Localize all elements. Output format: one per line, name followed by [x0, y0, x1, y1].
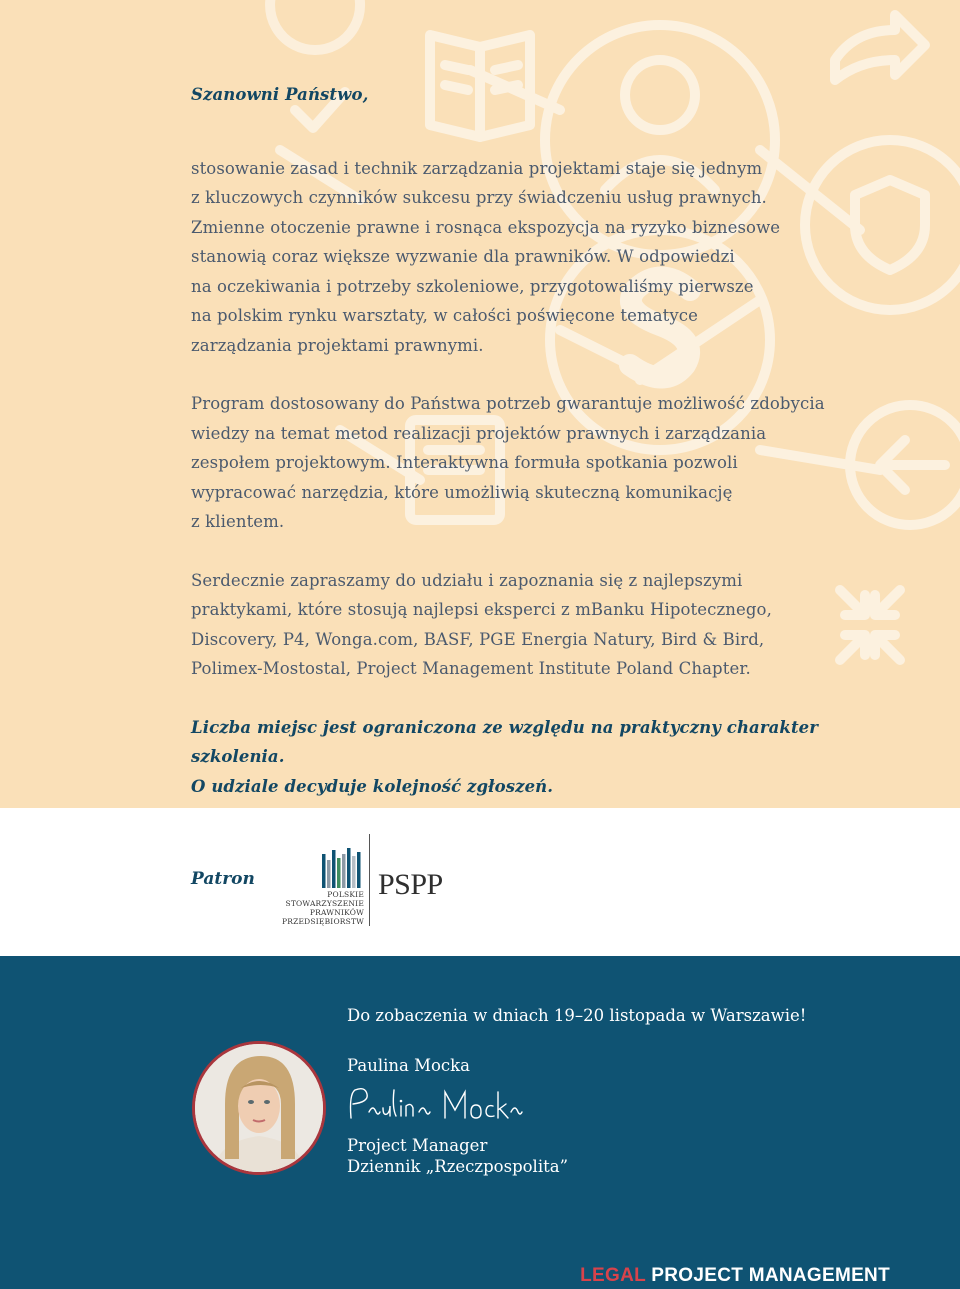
- brand-legal: LEGAL: [580, 1265, 646, 1286]
- author-photo: [192, 1041, 326, 1175]
- see-you-message: Do zobaczenia w dniach 19–20 listopada w Warszawie!: [347, 1006, 807, 1025]
- pspp-org-name: POLSKIE STOWARZYSZENIE PRAWNIKÓW PRZEDSIĘBIORSTW: [282, 890, 365, 926]
- closing-note: Liczba miejsc jest ograniczona ze względu na praktyczny charakter szkolenia. O udziale decyduje kolejność zgłoszeń.: [191, 717, 819, 796]
- paragraph-program: Program dostosowany do Państwa potrzeb gwarantuje możliwość zdobycia wiedzy na temat metod realizacji projektów prawnych i zarządzania zespołem projektowym. Interaktywna formuła spotkania pozwoli wypracować narzędzia, które umożliwią skuteczną komunikację z klientem.: [191, 394, 825, 531]
- paragraph-intro: stosowanie zasad i technik zarządzania projektami staje się jednym z kluczowych czynników sukcesu przy świadczeniu usług prawnych. Zmienne otoczenie prawne i rosnąca ekspozycja na ryzyko biznesowe stanowią coraz większe wyzwanie dla prawników. W odpowiedzi na oczekiwania i potrzeby szkoleniowe, przygotowaliśmy pierwsze na polskim rynku warsztaty, w całości poświęcone tematyce zarządzania projektami prawnymi.: [191, 158, 781, 355]
- pspp-logo: [282, 832, 482, 932]
- signatory-role: Project Manager Dziennik „Rzeczpospolita”: [347, 1136, 569, 1176]
- pspp-abbreviation: PSPP: [378, 868, 443, 901]
- paragraph-invitation: Serdecznie zapraszamy do udziału i zapoznania się z najlepszymi praktykami, które stosują najlepsi eksperci z mBanku Hipotecznego, Discovery, P4, Wonga.com, BASF, PGE Energia Natury, Bird & Bird, Polimex-Mostostal, Project Management Institute Poland Chapter.: [191, 570, 772, 678]
- portrait-image: [195, 1044, 323, 1172]
- logo-divider: [369, 834, 370, 926]
- bars-logo-icon: [322, 846, 362, 888]
- signatory-name: Paulina Mocka: [347, 1056, 470, 1075]
- greeting: Szanowni Państwo,: [191, 85, 369, 104]
- letter-body: [191, 80, 891, 801]
- share-arrow-icon: [835, 15, 925, 80]
- brand-project-management: PROJECT MANAGEMENT: [651, 1265, 890, 1286]
- handwritten-signature: [345, 1084, 525, 1124]
- patron-section: [0, 808, 960, 956]
- brand-footer: [580, 1265, 890, 1287]
- footer-section: [0, 956, 960, 1289]
- patron-label: Patron: [191, 869, 255, 889]
